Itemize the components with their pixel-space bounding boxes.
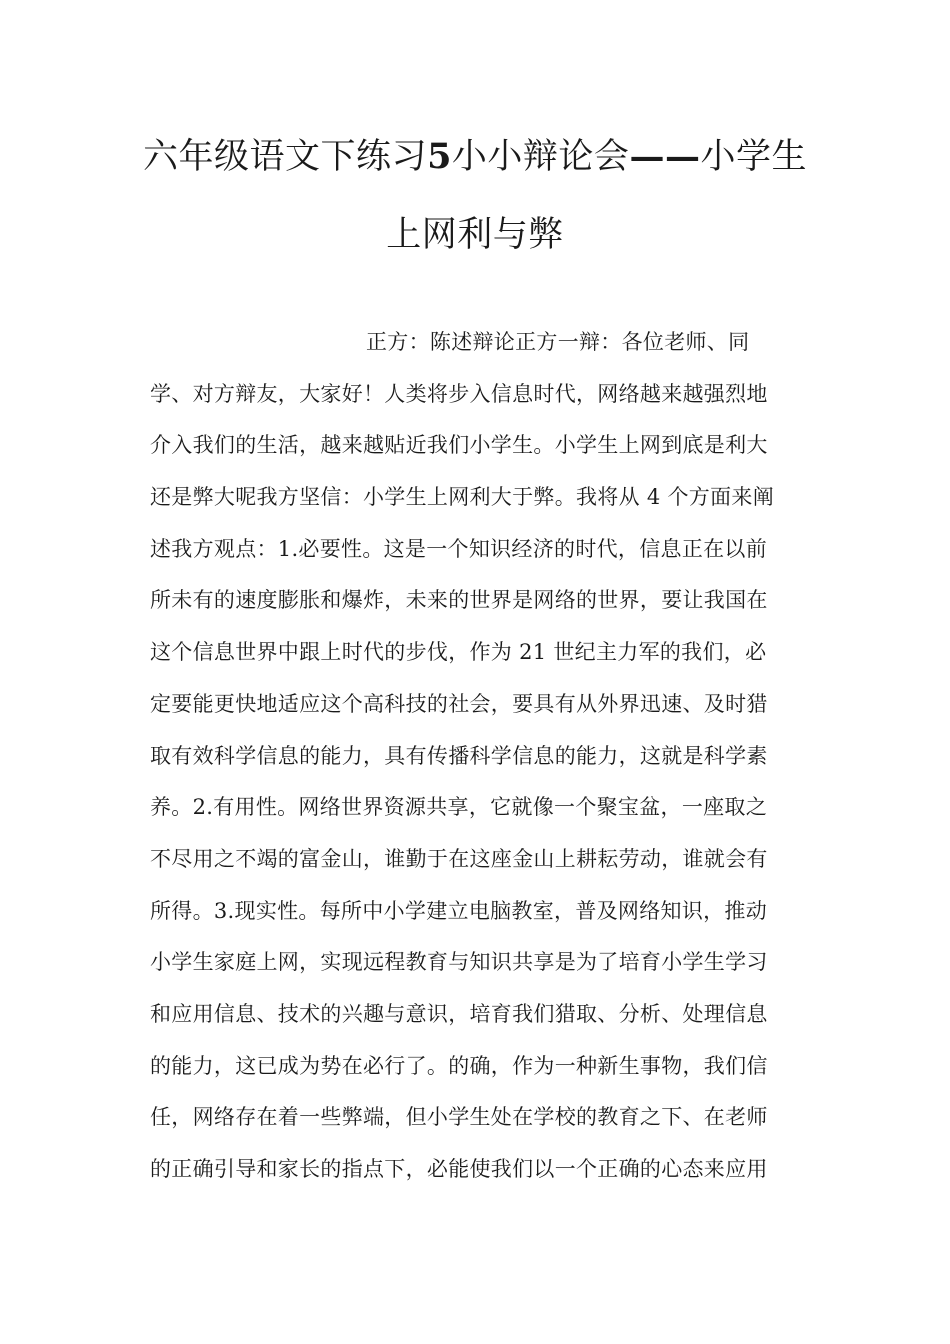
body-line: 还是弊大呢我方坚信：小学生上网利大于弊。我将从 4 个方面来阐: [150, 485, 775, 510]
body-line: 定要能更快地适应这个高科技的社会，要具有从外界迅速、及时猎: [150, 691, 768, 716]
title-number: 5: [427, 136, 452, 177]
body-line: 介入我们的生活，越来越贴近我们小学生。小学生上网到底是利大: [150, 433, 768, 458]
body-line: 的能力，这已成为势在必行了。的确，作为一种新生事物，我们信: [150, 1053, 768, 1078]
body-line: 和应用信息、技术的兴趣与意识，培育我们猎取、分析、处理信息: [150, 1001, 768, 1026]
document-title: [100, 118, 850, 274]
body-line: 所得。3.现实性。每所中小学建立电脑教室，普及网络知识，推动: [150, 898, 768, 923]
body-line: 所未有的速度膨胀和爆炸，未来的世界是网络的世界，要让我国在: [150, 588, 768, 613]
body-line: 不尽用之不竭的富金山，谁勤于在这座金山上耕耘劳动，谁就会有: [150, 846, 768, 871]
body-line: 小学生家庭上网，实现远程教育与知识共享是为了培育小学生学习: [150, 950, 768, 975]
title-line-2: 上网利与弊: [386, 215, 564, 255]
title-text-a: 六年级语文下练习: [143, 137, 428, 177]
body-line: 学、对方辩友，大家好！人类将步入信息时代，网络越来越强烈地: [150, 381, 768, 406]
body-line: 的正确引导和家长的指点下，必能使我们以一个正确的心态来应用: [150, 1157, 768, 1181]
body-line: 正方：陈述辩论正方一辩：各位老师、同: [366, 330, 750, 354]
body-line: 这个信息世界中跟上时代的步伐，作为 21 世纪主力军的我们，必: [150, 640, 767, 665]
body-line: 取有效科学信息的能力，具有传播科学信息的能力，这就是科学素: [150, 743, 768, 768]
document-body: [150, 322, 800, 1201]
body-line: 任，网络存在着一些弊端，但小学生处在学校的教育之下、在老师: [150, 1105, 768, 1130]
body-line: 述我方观点：1.必要性。这是一个知识经济的时代，信息正在以前: [150, 536, 768, 561]
body-line: 养。2.有用性。网络世界资源共享，它就像一个聚宝盆，一座取之: [150, 795, 768, 820]
title-dash: ——: [629, 136, 701, 177]
title-line-1: [143, 137, 807, 177]
title-text-e: 小学生: [700, 137, 807, 177]
title-text-c: 小小辩论会: [451, 137, 630, 177]
